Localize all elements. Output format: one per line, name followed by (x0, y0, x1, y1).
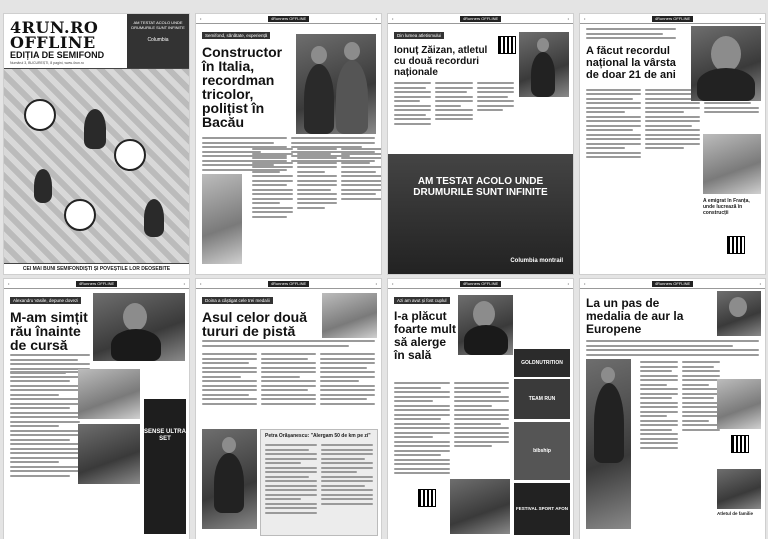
map-pin-icon (24, 99, 56, 131)
article-photo (78, 369, 140, 419)
article-page-europene (580, 279, 765, 539)
article-body (10, 371, 80, 479)
article-title (202, 45, 297, 129)
logo (10, 20, 98, 50)
cover-page (4, 14, 189, 274)
header-label: 4Runners OFFLINE (460, 281, 501, 287)
article-title: M-am simțit rău înainte de cursă (10, 309, 88, 353)
photo-caption: Atletul de familie (717, 511, 754, 516)
title-part: Constructor (202, 44, 283, 60)
article-photo (450, 479, 510, 534)
article-body (394, 382, 509, 477)
sense-ultra-ad (144, 399, 186, 534)
article-page-sala (388, 279, 573, 539)
ad-festival: FESTIVAL SPORT AFON (514, 483, 570, 535)
ad-headline: AM TESTAT ACOLO UNDE DRUMURILE SUNT INFINITE (413, 176, 548, 198)
article-photo (519, 32, 569, 97)
logo-number: 4 (10, 18, 22, 37)
edition-title: EDIȚIA DE SEMIFOND (10, 50, 105, 60)
box-title: Petra Orășanescu: "Alergam 50 de km pe zi" (265, 433, 371, 439)
page-header: • 4Runners OFFLINE • (388, 279, 573, 289)
kicker: Azi am avut și fost cuplul (394, 297, 450, 304)
cover-ad (127, 14, 189, 68)
article-body (202, 353, 375, 407)
header-label: 4Runners OFFLINE (268, 16, 309, 22)
sidebar-box (260, 429, 378, 536)
article-title: A făcut recordul național la vârsta de doar 21 de ani (586, 44, 676, 81)
article-photo (93, 293, 185, 361)
ad-goldnutrition: GOLDNUTRITION (514, 349, 570, 377)
qr-code (498, 36, 516, 54)
kicker: Alexandru Vasile, depune dovezi (10, 297, 81, 304)
article-title: I-a plăcut foarte mult să alerge în sală (394, 309, 457, 362)
article-title: Ionuț Zăizan, atletul cu două recorduri naționale (394, 45, 488, 78)
runner-figure (84, 109, 106, 149)
page-header: • 4Runners OFFLINE • (580, 279, 765, 289)
athlete-photo (586, 359, 631, 529)
page-header: • 4Runners OFFLINE • (196, 14, 381, 24)
article-photo (717, 379, 761, 429)
article-photo (202, 429, 257, 529)
title-part: în Italia, recordman tricolor, polițist în (202, 58, 275, 116)
article-photo (78, 424, 140, 484)
photo-caption: A emigrat în Franța, unde lucrează în construcții (703, 198, 750, 216)
ad-team-run: TEAM RUN (514, 379, 570, 419)
cover-masthead (4, 14, 189, 69)
columbia-ad (388, 154, 573, 274)
article-body (586, 28, 676, 42)
article-body (252, 148, 381, 220)
header-label: 4Runners OFFLINE (268, 281, 309, 287)
header-label: 4Runners OFFLINE (652, 281, 693, 287)
page-header: • 4Runners OFFLINE • (196, 279, 381, 289)
map-pin-icon (64, 199, 96, 231)
page-header: • 4Runners OFFLINE • (388, 14, 573, 24)
kicker: Din lumea atletismului (394, 32, 444, 39)
article-photo (717, 469, 761, 509)
portrait-photo (691, 26, 761, 101)
kicker: Doina a câștigat cele trei medalii (202, 297, 273, 304)
logo-text: RUN.RO (21, 18, 99, 37)
article-body (586, 340, 759, 358)
runner-figure (144, 199, 164, 237)
article-page-record (580, 14, 765, 274)
article-body (394, 82, 514, 127)
article-page-rau (4, 279, 189, 539)
cover-subtitle: Numărul 3, BUCUREȘTI, 8 pagini, www.4run.ro (10, 61, 84, 65)
logo-offline: OFFLINE (10, 33, 96, 52)
title-part: Bacău (202, 114, 245, 130)
kicker: Semifond, sănătate, experiență (202, 32, 270, 39)
qr-code (727, 236, 745, 254)
article-page-zaizan (388, 14, 573, 274)
article-photo (458, 295, 513, 355)
article-page-constructor (196, 14, 381, 274)
ad-bibship: bibship (514, 422, 570, 480)
article-title: Asul celor două tururi de pistă (202, 309, 308, 339)
article-photo (703, 134, 761, 194)
runner-figure (34, 169, 52, 203)
article-photo (717, 291, 761, 336)
ad-brand: Columbia montrail (510, 258, 563, 264)
article-title: La un pas de medalia de aur la Europene (586, 296, 684, 336)
page-header: • 4Runners OFFLINE • (4, 279, 189, 289)
article-page-asul (196, 279, 381, 539)
header-label: 4Runners OFFLINE (76, 281, 117, 287)
qr-code (418, 489, 436, 507)
cover-footer: CEI MAI BUNI SEMIFONDIȘTI ȘI POVEȘTILE LOR DEOSEBITE (4, 263, 189, 274)
cover-ad-text: AM TESTAT ACOLO UNDE DRUMURILE SUNT INFINITE (131, 20, 185, 30)
article-body (202, 340, 375, 349)
header-label: 4Runners OFFLINE (460, 16, 501, 22)
cover-illustration (4, 69, 189, 265)
ad-text: SENSE ULTRA SET (144, 429, 186, 442)
article-photo (296, 34, 376, 134)
article-photo (322, 293, 377, 338)
qr-code (731, 435, 749, 453)
page-header: • 4Runners OFFLINE • (580, 14, 765, 24)
article-photo (202, 174, 242, 264)
cover-ad-brand: Columbia (147, 37, 169, 43)
header-label: 4Runners OFFLINE (652, 16, 693, 22)
article-body (640, 361, 720, 451)
map-pin-icon (114, 139, 146, 171)
